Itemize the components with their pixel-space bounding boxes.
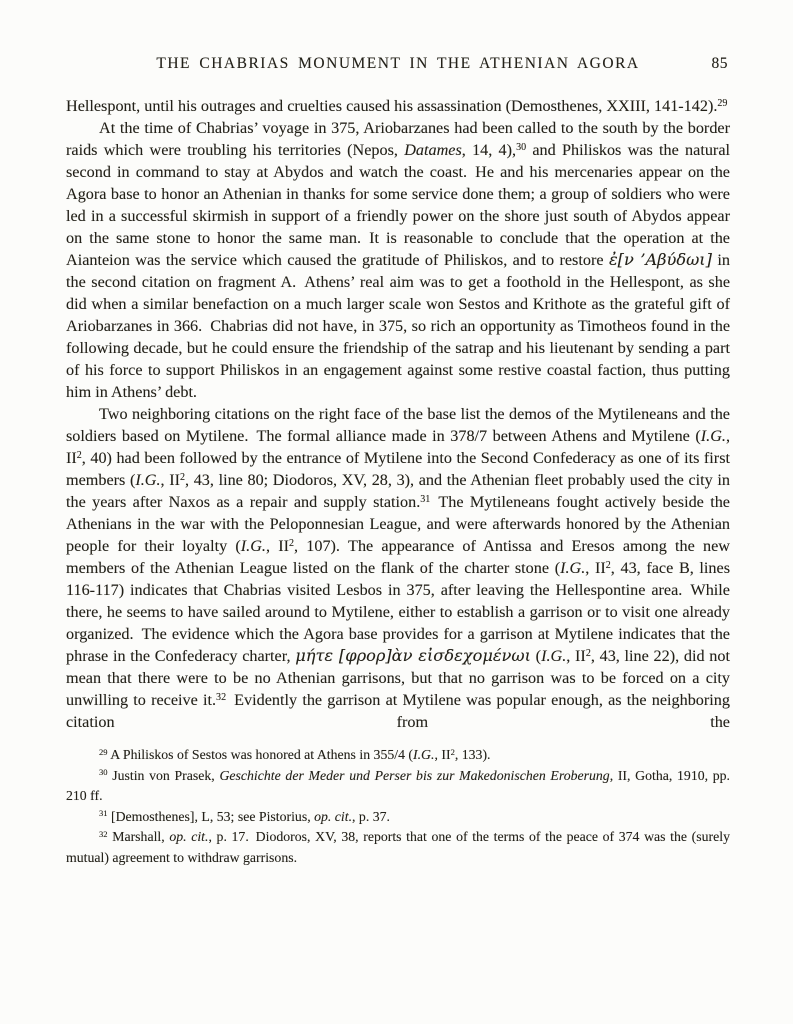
text-run: , II [566, 647, 586, 665]
italic-run: Geschichte der Meder und Perser bis zur Makedonischen Eroberung [219, 767, 610, 783]
text-run: ( [530, 647, 542, 665]
text-run: At the time of Chabrias’ voyage in 375, Ariobarzanes had been called to the south by the border raids which were troubling his territories (Nepos, [66, 119, 730, 159]
text-run: , II [434, 747, 451, 762]
superscript-number: 30 [516, 141, 527, 153]
superscript-number: 2 [605, 559, 611, 571]
text-run: Justin von Prasek, [112, 767, 220, 783]
text-run: A Philiskos of Sestos was honored at Athens in 355/4 ( [110, 747, 414, 762]
superscript-number: 2 [76, 449, 82, 461]
paragraph [66, 403, 730, 733]
superscript-number: 2 [450, 746, 455, 757]
text-run: Hellespont, until his outrages and cruelties caused his assassination (Demosthenes, XXIII, 141-142). [66, 97, 718, 115]
italic-run: I.G. [240, 537, 266, 555]
paragraph [66, 117, 730, 403]
page-number: 85 [711, 55, 728, 72]
superscript-number: 2 [585, 647, 591, 659]
text-run: and Philiskos was the natural second in command to stay at Abydos and watch the coast. He and his mercenaries appear on the Agora base to honor an Athenian in thanks for some service done them; a group of soldiers who were led in a successful skirmish in support of a friendly power on the shore just south of Abydos appear on the same stone to honor the same man. It is reasonable to conclude that the operation at the Aianteion was the service which caused the gratitude of Philiskos, and to restore [66, 141, 730, 269]
text-run: Evidently the garrison at Mytilene was popular enough, as the neighboring citation from the [66, 691, 730, 731]
text-run: , 43, line 80; Diodoros, XV, 28, 3), and the Athenian fleet probably used the city in the years after Naxos as a repair and supply station. [66, 471, 730, 511]
text-run: in the second citation on fragment A. Athens’ real aim was to get a foothold in the Hellespont, as she did when a similar benefaction on a much larger scale won Sestos and Krithote as the grateful gift of Ariobarzanes in 366. Chabrias did not have, in 375, so rich an opportunity as Timotheos found in the following decade, but he could ensure the friendship of the satrap and his lieutenant by sending a part of his force to support Philiskos in an engagement against some restive coastal faction, thus putting him in Athens’ debt. [66, 251, 730, 401]
superscript-number: 29 [717, 97, 728, 109]
italic-run: op. cit. [169, 829, 209, 844]
body-text [66, 95, 730, 733]
footnote-marker: 30 [99, 767, 108, 778]
italic-run: I.G. [413, 747, 435, 762]
superscript-number: 2 [289, 537, 295, 549]
text-run: , 43, face B, lines 116-117) indicates that Chabrias visited Lesbos in 375, after leaving the Hellespontine area. While there, he seems to have sailed around to Mytilene, either to establish a garrison or to visit one already organized. The evidence which the Agora base provides for a garrison at Mytilene indicates that the phrase in the Confederacy charter, [66, 559, 731, 665]
text-run: [Demosthenes], L, 53; see Pistorius, [111, 808, 315, 824]
greek-run: μήτε [φρορ]ὰν εἰσδεχομένωι [295, 646, 531, 665]
text-run: Marshall, [112, 829, 170, 844]
text-run: , II [66, 427, 730, 467]
text-run: , 133). [454, 747, 491, 762]
text-run: , II [265, 537, 289, 555]
text-run: Two neighboring citations on the right face of the base list the demos of the Mytileneans and the soldiers based on Mytilene. The formal alliance made in 378/7 between Athens and Mytilene ( [66, 405, 730, 445]
page-header [66, 55, 730, 73]
text-run: , p. 17. Diodoros, XV, 38, reports that one of the terms of the peace of 374 was the (surely mutual) agreement to withdraw garrisons. [66, 829, 730, 865]
superscript-number: 2 [180, 471, 186, 483]
text-run: The Mytileneans fought actively beside the Athenians in the war with the Peloponnesian League, and were afterwards honored by the Athenian people for their loyalty ( [66, 493, 730, 555]
italic-run: Datames [404, 141, 462, 159]
italic-run: I.G. [700, 427, 726, 445]
footnote [66, 766, 730, 807]
footnote-marker: 29 [99, 746, 108, 757]
footnote-marker: 32 [99, 828, 108, 839]
italic-run: I.G. [541, 647, 567, 665]
text-run: , 107). The appearance of Antissa and Eresos among the new members of the Athenian League listed on the flank of the charter stone ( [66, 537, 730, 577]
italic-run: I.G. [560, 559, 586, 577]
text-run: , II [585, 559, 606, 577]
paragraph [66, 95, 730, 117]
superscript-number: 31 [420, 493, 431, 505]
text-run: , II, Gotha, 1910, pp. 210 ff. [66, 767, 730, 803]
text-run: , 43, line 22), did not mean that there were to be no Athenian garrisons, but that no garrison was to be forced on a city unwilling to receive it. [66, 647, 730, 709]
footnote [66, 807, 730, 828]
footnote [66, 827, 730, 868]
greek-run: ἐ[ν ’Αβύδωι] [608, 250, 712, 269]
superscript-number: 32 [216, 691, 227, 703]
footnote-marker: 31 [99, 808, 108, 819]
text-run: , 40) had been followed by the entrance of Mytilene into the Second Confederacy as one of its first members ( [66, 449, 730, 489]
text-run: , II [160, 471, 181, 489]
italic-run: I.G. [135, 471, 161, 489]
footnote [66, 745, 730, 766]
text-run: , 14, 4), [461, 141, 517, 159]
italic-run: op. cit. [314, 808, 353, 824]
running-title: THE CHABRIAS MONUMENT IN THE ATHENIAN AGORA [156, 55, 640, 72]
text-run: , p. 37. [352, 808, 390, 824]
footnotes-list [66, 745, 730, 868]
